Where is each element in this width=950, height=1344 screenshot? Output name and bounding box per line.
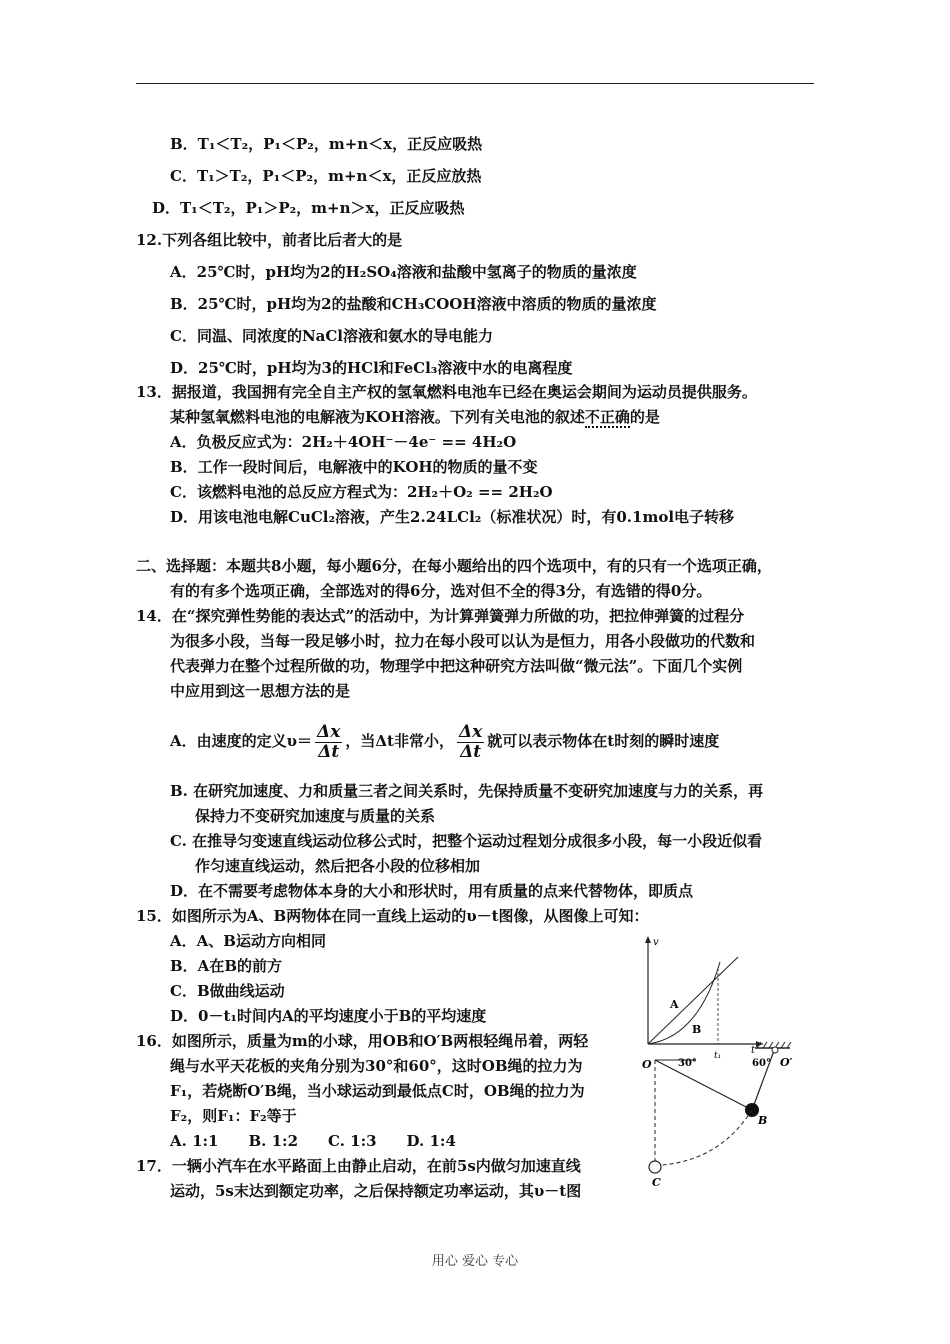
text-line: D．T₁＜T₂，P₁＞P₂，m+n＞x，正反应吸热 [152, 199, 465, 217]
fraction-numerator-2: Δx [458, 721, 483, 742]
text-line: B．A在B的前方 [170, 957, 282, 975]
angle-60-label: 60° [752, 1058, 771, 1069]
swing-arc [662, 1110, 752, 1165]
q13-line2 [170, 407, 660, 427]
text-line: A．A、B运动方向相同 [170, 932, 326, 950]
v-axis-label: v [653, 937, 659, 948]
text-line: F₁，若烧断O′B绳，当小球运动到最低点C时，OB绳的拉力为 [170, 1082, 585, 1100]
text-line: D．用该电池电解CuCl₂溶液，产生2.24LCl₂（标准状况）时，有0.1mol电子转移 [170, 508, 735, 526]
text-line: 12.下列各组比较中，前者比后者大的是 [136, 231, 403, 249]
q13-line2-text: 某种氢氧燃料电池的电解液为KOH溶液。下列有关电池的叙述 [170, 408, 585, 426]
text-line: C．该燃料电池的总反应方程式为：2H₂＋O₂ == 2H₂O [170, 483, 553, 501]
text-line: 中应用到这一思想方法的是 [170, 682, 351, 700]
text-line: B. 在研究加速度、力和质量三者之间关系时，先保持质量不变研究加速度与力的关系，再 [170, 782, 764, 800]
text-line: D．25℃时，pH均为3的HCl和FeCl₃溶液中水的电离程度 [170, 359, 573, 377]
page-footer: 用心 爱心 专心 [431, 1254, 519, 1269]
text-line: F₂，则F₁：F₂等于 [170, 1107, 297, 1125]
label-o: O [642, 1058, 652, 1071]
angle-30-label: 30° [678, 1058, 697, 1069]
text-line: C．T₁＞T₂，P₁＜P₂，m+n＜x，正反应放热 [170, 167, 482, 185]
text-line: C．B做曲线运动 [170, 982, 285, 1000]
q14a-middle: ，当Δt非常小， [345, 732, 454, 750]
velocity-fraction [315, 723, 342, 762]
text-line: 二、选择题：本题共8小题，每小题6分，在每小题给出的四个选项中，有的只有一个选项正确， [136, 557, 772, 575]
text-line: B．T₁＜T₂，P₁＜P₂，m+n＜x，正反应吸热 [170, 135, 483, 153]
label-b: B [758, 1114, 768, 1127]
series-b-label: B [692, 1023, 702, 1036]
label-o-prime: O′ [780, 1056, 793, 1069]
q14-option-a [170, 722, 719, 762]
text-line: A. 1:1 B. 1:2 C. 1:3 D. 1:4 [170, 1132, 456, 1150]
ball-c [649, 1161, 661, 1173]
text-line: 代表弹力在整个过程所做的功，物理学中把这种研究方法叫做“微元法”。下面几个实例 [170, 657, 743, 675]
q14a-suffix: 就可以表示物体在t时刻的瞬时速度 [487, 732, 720, 750]
text-line: B．工作一段时间后，电解液中的KOH的物质的量不变 [170, 458, 538, 476]
text-line: 运动，5s末达到额定功率，之后保持额定功率运动，其υ－t图 [170, 1182, 582, 1200]
text-line: C．同温、同浓度的NaCl溶液和氨水的导电能力 [170, 327, 494, 345]
text-line: D．在不需要考虑物体本身的大小和形状时，用有质量的点来代替物体，即质点 [170, 882, 694, 900]
fraction-denominator: Δt [318, 741, 340, 762]
q13-emphasis: 不正确 [584, 408, 630, 426]
text-line: A．25℃时，pH均为2的H₂SO₄溶液和盐酸中氢离子的物质的量浓度 [170, 263, 637, 281]
t1-tick-label: t₁ [714, 1051, 722, 1061]
pivot-o-prime [772, 1047, 778, 1053]
text-line: 有的有多个选项正确，全部选对的得6分，选对但不全的得3分，有选错的得0分。 [170, 582, 712, 600]
velocity-fraction-2 [457, 723, 484, 762]
text-line: 13．据报道，我国拥有完全自主产权的氢氧燃料电池车已经在奥运会期间为运动员提供服务。 [136, 383, 757, 401]
text-line: C. 在推导匀变速直线运动位移公式时，把整个运动过程划分成很多小段，每一小段近似看 [170, 832, 763, 850]
text-line: B．25℃时，pH均为2的盐酸和CH₃COOH溶液中溶质的物质的量浓度 [170, 295, 657, 313]
t-axis-label: t [751, 1045, 756, 1056]
text-line: 绳与水平天花板的夹角分别为30°和60°，这时OB绳的拉力为 [170, 1057, 583, 1075]
pendulum-figure [640, 1040, 810, 1190]
text-line: 作匀速直线运动，然后把各小段的位移相加 [195, 857, 481, 875]
header-rule [136, 83, 814, 84]
text-line: 为很多小段，当每一段足够小时，拉力在每小段可以认为是恒力，用各小段做功的代数和 [170, 632, 756, 650]
text-line: A．负极反应式为：2H₂＋4OH⁻－4e⁻ == 4H₂O [170, 433, 517, 451]
fraction-numerator: Δx [317, 721, 341, 742]
text-line: 保持力不变研究加速度与质量的关系 [195, 807, 436, 825]
text-line: 15．如图所示为A、B两物体在同一直线上运动的υ－t图像，从图像上可知： [136, 907, 649, 925]
text-line: 16．如图所示，质量为m的小球，用OB和O′B两根轻绳吊着，两轻 [136, 1032, 589, 1050]
fraction-denominator-2: Δt [460, 741, 482, 762]
curve-b [648, 962, 720, 1044]
text-line: 14．在“探究弹性势能的表达式”的活动中，为计算弹簧弹力所做的功，把拉伸弹簧的过程分 [136, 607, 745, 625]
text-line: D．0－t₁时间内A的平均速度小于B的平均速度 [170, 1007, 487, 1025]
rope-ob [655, 1060, 752, 1110]
series-a-label: A [670, 998, 679, 1011]
label-c: C [652, 1176, 661, 1189]
q14a-prefix: A．由速度的定义υ＝ [170, 732, 313, 750]
text-line: 17．一辆小汽车在水平路面上由静止启动，在前5s内做匀加速直线 [136, 1157, 581, 1175]
q13-line2-end: 的是 [629, 408, 660, 426]
v-axis-arrow-icon [645, 936, 651, 943]
